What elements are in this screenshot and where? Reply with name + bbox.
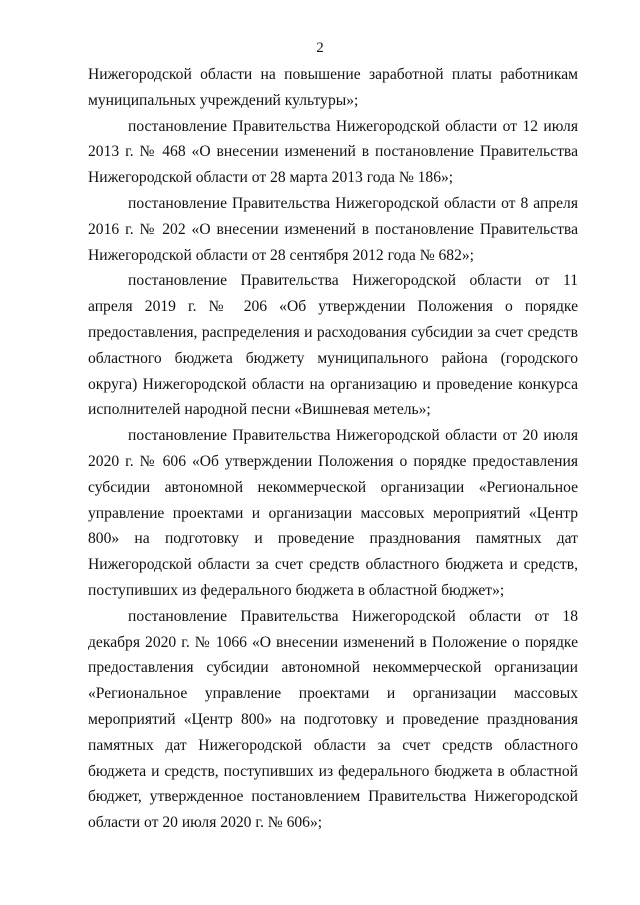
- document-body: [88, 62, 578, 836]
- paragraph-resolution-206: постановление Правительства Нижегородской области от 11 апреля 2019 г. № 206 «Об утверждении Положения о порядке предоставления, распределения и расходования субсидии за счет средств областного бюджета бюджету муниципального района (городского округа) Нижегородской области на организацию и проведение конкурса исполнителей народной песни «Вишневая метель»;: [88, 272, 578, 419]
- paragraph-continuation: Нижегородской области на повышение заработной платы работникам муниципальных учреждений культуры»;: [88, 66, 578, 109]
- paragraph-resolution-606: постановление Правительства Нижегородской области от 20 июля 2020 г. № 606 «Об утверждении Положения о порядке предоставления субсидии автономной некоммерческой организации «Региональное управление проектами и организации массовых мероприятий «Центр 800» на подготовку и проведение празднования памятных дат Нижегородской области за счет средств областного бюджета и средств, поступивших из федерального бюджета в областной бюджет»;: [88, 427, 578, 599]
- page-number: 2: [316, 40, 324, 56]
- paragraph-resolution-468: постановление Правительства Нижегородской области от 12 июля 2013 г. № 468 «О внесении изменений в постановление Правительства Нижегородской области от 28 марта 2013 года № 186»;: [88, 117, 578, 187]
- paragraph-resolution-1066: постановление Правительства Нижегородской области от 18 декабря 2020 г. № 1066 «О внесении изменений в Положение о порядке предоставления субсидии автономной некоммерческой организации «Региональное управление проектами и организации массовых мероприятий «Центр 800» на подготовку и проведение празднования памятных дат Нижегородской области за счет средств областного бюджета и средств, поступивших из федерального бюджета в областной бюджет, утвержденное постановлением Правительства Нижегородской области от 20 июля 2020 г. № 606»;: [88, 607, 578, 832]
- paragraph-resolution-202: постановление Правительства Нижегородской области от 8 апреля 2016 г. № 202 «О внесении изменений в постановление Правительства Нижегородской области от 28 сентября 2012 года № 682»;: [88, 194, 578, 264]
